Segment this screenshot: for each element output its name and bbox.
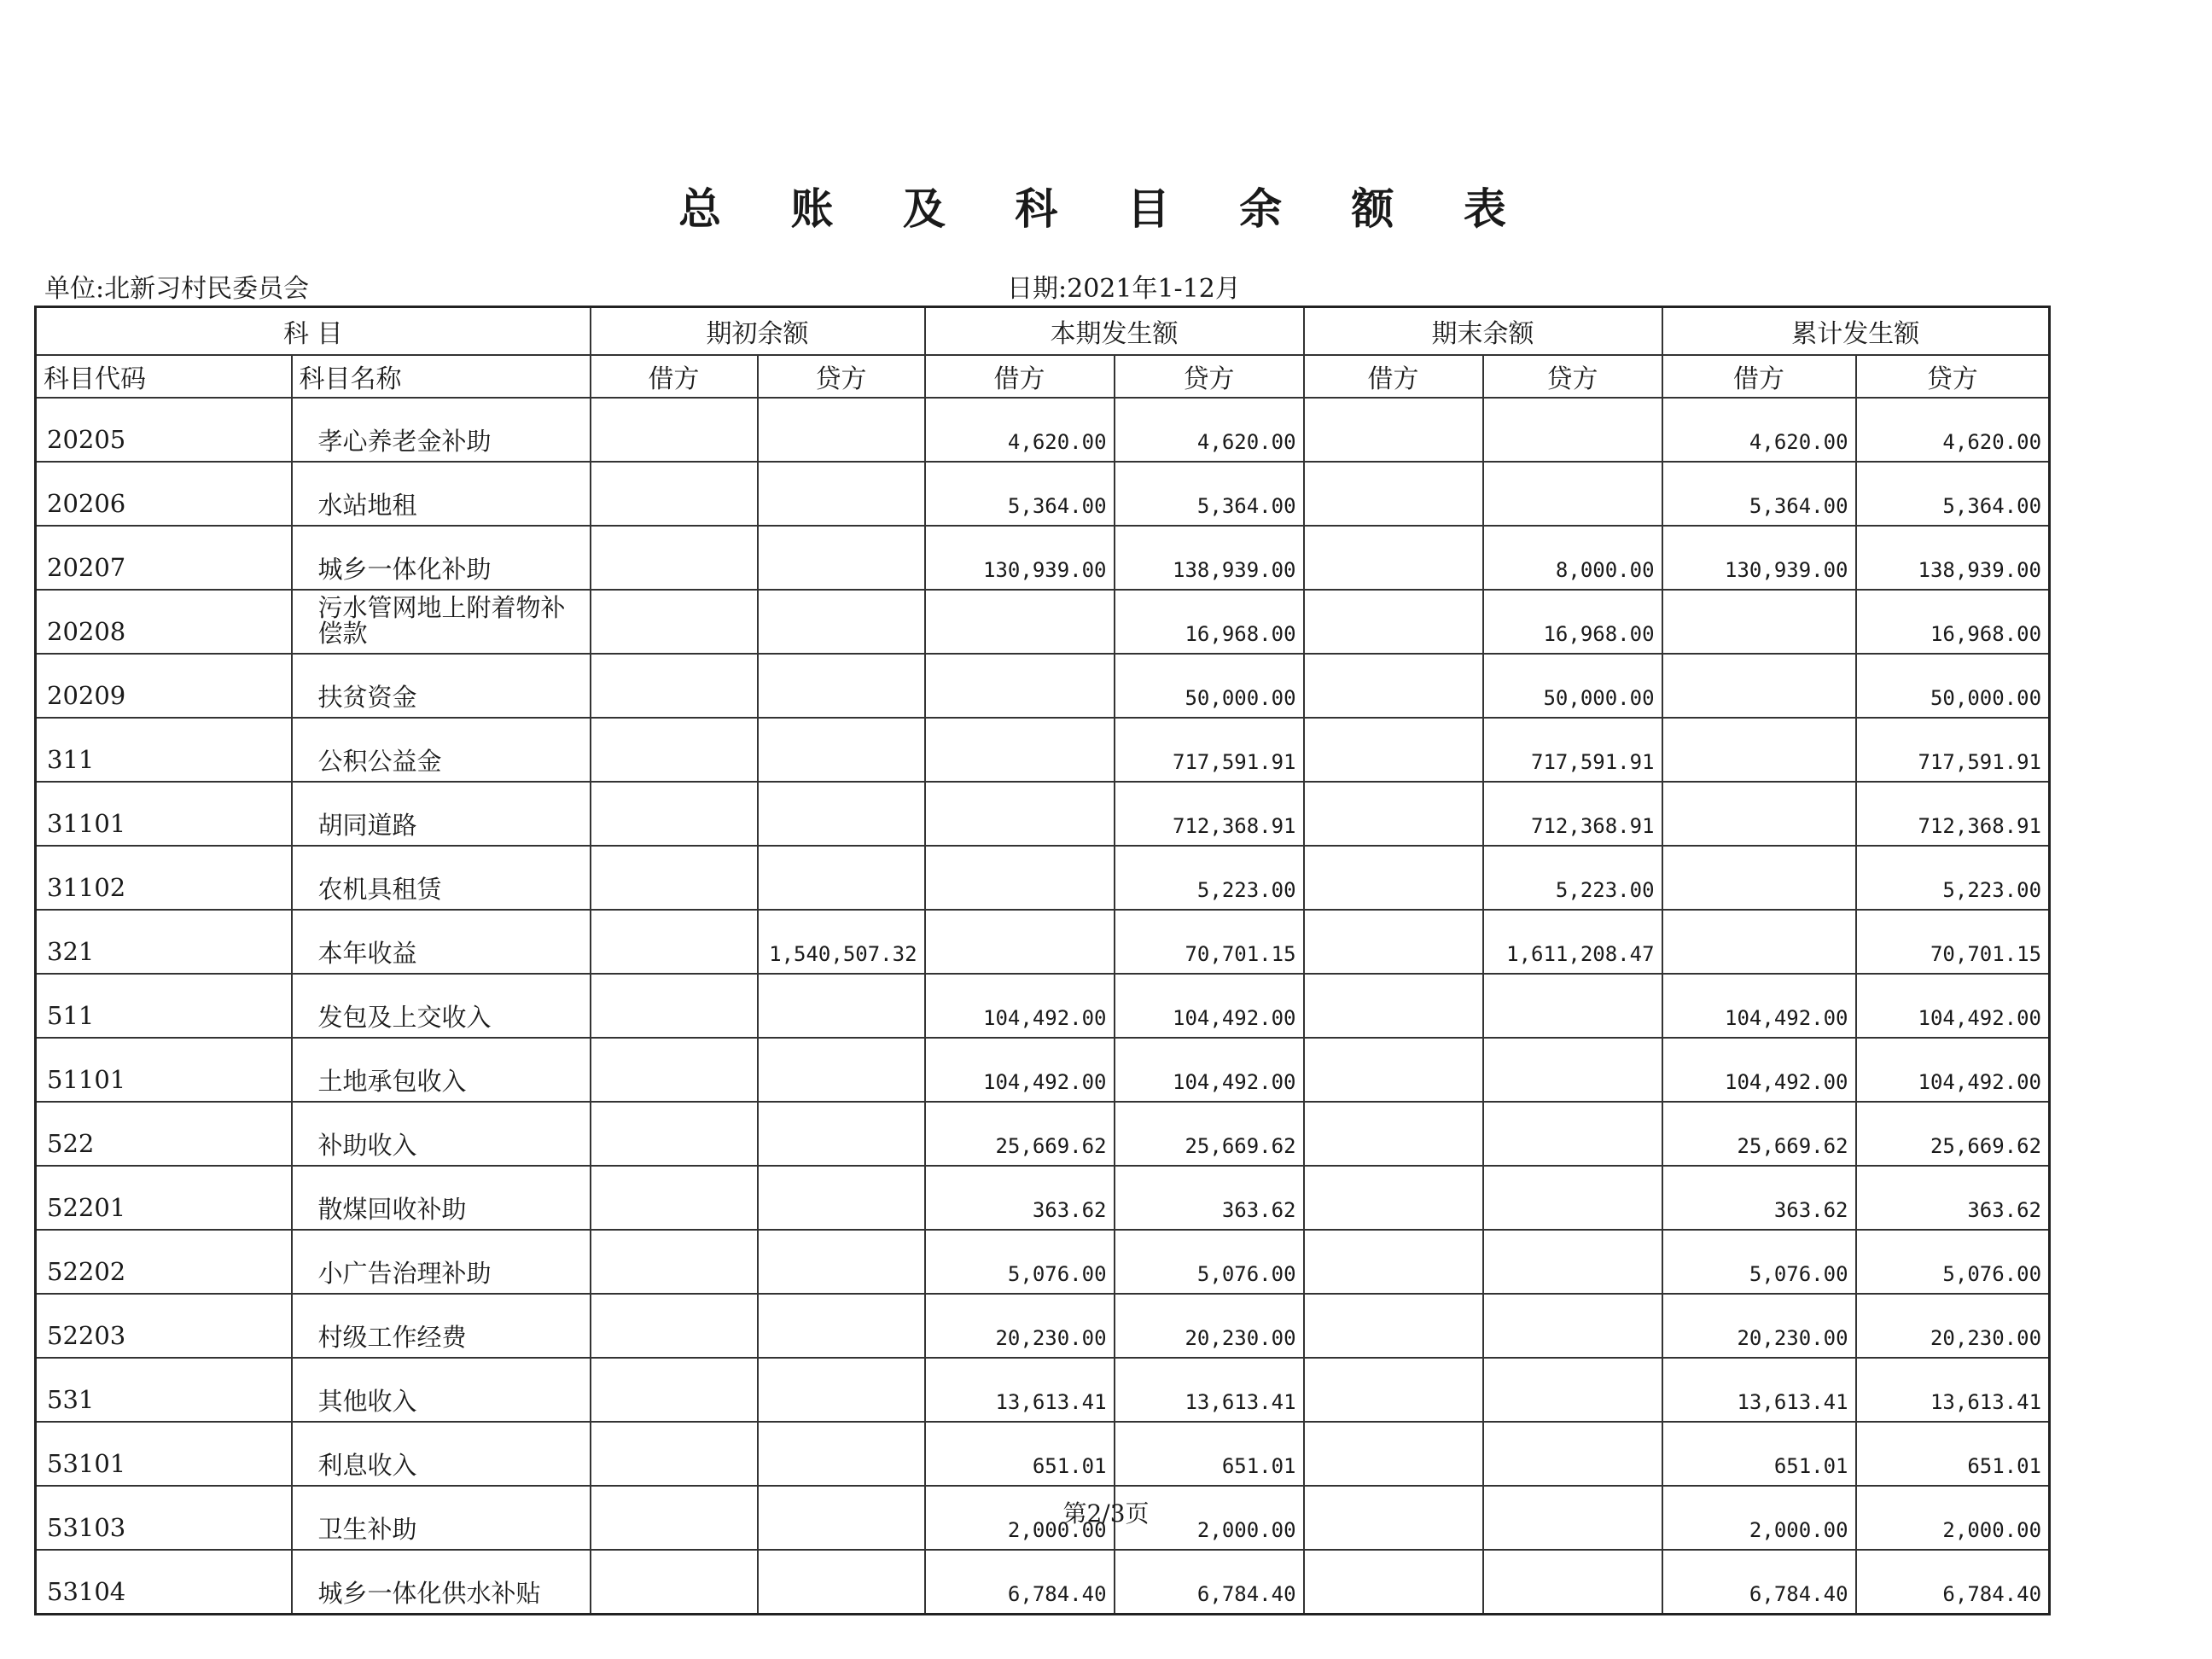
cumulative-debit-cell: 130,939.00	[1662, 526, 1856, 590]
cumulative-debit-cell	[1662, 654, 1856, 718]
cumulative-credit-cell: 717,591.91	[1856, 718, 2050, 782]
ledger-body	[36, 398, 2050, 1615]
account-name-cell: 利息收入	[292, 1422, 591, 1486]
header-opening-debit: 借方	[591, 355, 758, 398]
cumulative-debit-cell	[1662, 910, 1856, 974]
opening-debit-cell	[591, 782, 758, 846]
cumulative-credit-cell: 363.62	[1856, 1166, 2050, 1230]
opening-credit-cell	[758, 1038, 925, 1102]
table-row	[36, 398, 2050, 462]
table-row	[36, 462, 2050, 526]
cumulative-credit-cell: 5,076.00	[1856, 1230, 2050, 1294]
closing-credit-cell	[1483, 974, 1662, 1038]
opening-credit-cell	[758, 1550, 925, 1615]
closing-debit-cell	[1304, 1550, 1483, 1615]
opening-debit-cell	[591, 1166, 758, 1230]
header-subject: 科 目	[36, 307, 591, 356]
opening-debit-cell	[591, 846, 758, 910]
account-code-cell: 52201	[36, 1166, 292, 1230]
account-code-cell: 53103	[36, 1486, 292, 1550]
account-name-cell: 水站地租	[292, 462, 591, 526]
opening-credit-cell	[758, 590, 925, 654]
cumulative-debit-cell: 20,230.00	[1662, 1294, 1856, 1358]
opening-credit-cell	[758, 718, 925, 782]
cumulative-debit-cell: 4,620.00	[1662, 398, 1856, 462]
closing-debit-cell	[1304, 846, 1483, 910]
current-credit-cell: 70,701.15	[1115, 910, 1304, 974]
closing-credit-cell: 5,223.00	[1483, 846, 1662, 910]
table-row	[36, 782, 2050, 846]
table-row	[36, 526, 2050, 590]
cumulative-debit-cell	[1662, 590, 1856, 654]
cumulative-credit-cell: 104,492.00	[1856, 1038, 2050, 1102]
opening-credit-cell	[758, 1294, 925, 1358]
account-name-cell: 其他收入	[292, 1358, 591, 1422]
opening-debit-cell	[591, 718, 758, 782]
closing-credit-cell	[1483, 1166, 1662, 1230]
table-row	[36, 590, 2050, 654]
header-opening-balance: 期初余额	[591, 307, 925, 356]
account-code-cell: 52202	[36, 1230, 292, 1294]
account-name-cell: 胡同道路	[292, 782, 591, 846]
table-row	[36, 718, 2050, 782]
closing-debit-cell	[1304, 1358, 1483, 1422]
current-credit-cell: 104,492.00	[1115, 1038, 1304, 1102]
closing-debit-cell	[1304, 1230, 1483, 1294]
account-name-cell: 孝心养老金补助	[292, 398, 591, 462]
cumulative-credit-cell: 5,223.00	[1856, 846, 2050, 910]
current-credit-cell: 2,000.00	[1115, 1486, 1304, 1550]
cumulative-credit-cell: 4,620.00	[1856, 398, 2050, 462]
cumulative-credit-cell: 138,939.00	[1856, 526, 2050, 590]
page-number: 第2/3页	[1062, 1499, 1150, 1528]
opening-debit-cell	[591, 398, 758, 462]
current-credit-cell: 4,620.00	[1115, 398, 1304, 462]
account-code-cell: 511	[36, 974, 292, 1038]
account-code-cell: 31101	[36, 782, 292, 846]
account-code-cell: 52203	[36, 1294, 292, 1358]
header-closing-credit: 贷方	[1483, 355, 1662, 398]
account-name-cell: 本年收益	[292, 910, 591, 974]
closing-debit-cell	[1304, 718, 1483, 782]
cumulative-credit-cell: 104,492.00	[1856, 974, 2050, 1038]
closing-credit-cell	[1483, 1550, 1662, 1615]
account-code-cell: 51101	[36, 1038, 292, 1102]
table-row	[36, 1166, 2050, 1230]
closing-debit-cell	[1304, 1166, 1483, 1230]
account-code-cell: 31102	[36, 846, 292, 910]
account-code-cell: 20208	[36, 590, 292, 654]
date-label: 日期:2021年1-12月	[1007, 274, 1241, 304]
cumulative-credit-cell: 13,613.41	[1856, 1358, 2050, 1422]
closing-credit-cell	[1483, 1230, 1662, 1294]
opening-credit-cell	[758, 398, 925, 462]
table-row	[36, 1422, 2050, 1486]
account-name-cell: 农机具租赁	[292, 846, 591, 910]
current-debit-cell: 2,000.00	[925, 1486, 1115, 1550]
opening-debit-cell	[591, 462, 758, 526]
current-debit-cell: 20,230.00	[925, 1294, 1115, 1358]
current-debit-cell: 651.01	[925, 1422, 1115, 1486]
account-name-cell: 扶贫资金	[292, 654, 591, 718]
account-code-cell: 20207	[36, 526, 292, 590]
closing-debit-cell	[1304, 462, 1483, 526]
cumulative-debit-cell	[1662, 846, 1856, 910]
opening-debit-cell	[591, 1358, 758, 1422]
account-code-cell: 20209	[36, 654, 292, 718]
account-name-cell: 散煤回收补助	[292, 1166, 591, 1230]
opening-credit-cell	[758, 526, 925, 590]
cumulative-credit-cell: 6,784.40	[1856, 1550, 2050, 1615]
opening-debit-cell	[591, 590, 758, 654]
cumulative-debit-cell: 25,669.62	[1662, 1102, 1856, 1166]
closing-debit-cell	[1304, 1102, 1483, 1166]
opening-credit-cell	[758, 782, 925, 846]
current-debit-cell: 130,939.00	[925, 526, 1115, 590]
cumulative-credit-cell: 651.01	[1856, 1422, 2050, 1486]
account-name-cell: 补助收入	[292, 1102, 591, 1166]
closing-credit-cell	[1483, 398, 1662, 462]
table-row	[36, 654, 2050, 718]
closing-credit-cell: 8,000.00	[1483, 526, 1662, 590]
closing-debit-cell	[1304, 974, 1483, 1038]
closing-credit-cell	[1483, 1102, 1662, 1166]
closing-credit-cell	[1483, 1038, 1662, 1102]
current-debit-cell: 5,076.00	[925, 1230, 1115, 1294]
current-credit-cell: 5,223.00	[1115, 846, 1304, 910]
current-debit-cell: 4,620.00	[925, 398, 1115, 462]
opening-credit-cell	[758, 1166, 925, 1230]
current-credit-cell: 25,669.62	[1115, 1102, 1304, 1166]
table-row	[36, 1358, 2050, 1422]
current-credit-cell: 104,492.00	[1115, 974, 1304, 1038]
header-cumulative-credit: 贷方	[1856, 355, 2050, 398]
current-debit-cell: 104,492.00	[925, 974, 1115, 1038]
cumulative-debit-cell	[1662, 782, 1856, 846]
current-credit-cell: 5,076.00	[1115, 1230, 1304, 1294]
header-name: 科目名称	[292, 355, 591, 398]
current-debit-cell: 5,364.00	[925, 462, 1115, 526]
closing-debit-cell	[1304, 590, 1483, 654]
closing-credit-cell	[1483, 1422, 1662, 1486]
current-debit-cell	[925, 654, 1115, 718]
closing-credit-cell: 1,611,208.47	[1483, 910, 1662, 974]
opening-debit-cell	[591, 1550, 758, 1615]
closing-credit-cell	[1483, 462, 1662, 526]
current-credit-cell: 363.62	[1115, 1166, 1304, 1230]
account-name-cell: 发包及上交收入	[292, 974, 591, 1038]
header-current-credit: 贷方	[1115, 355, 1304, 398]
account-name-cell: 城乡一体化补助	[292, 526, 591, 590]
account-name-cell: 小广告治理补助	[292, 1230, 591, 1294]
cumulative-debit-cell: 104,492.00	[1662, 1038, 1856, 1102]
account-name-cell: 城乡一体化供水补贴	[292, 1550, 591, 1615]
current-debit-cell	[925, 846, 1115, 910]
opening-credit-cell	[758, 1230, 925, 1294]
closing-debit-cell	[1304, 1038, 1483, 1102]
header-current-debit: 借方	[925, 355, 1115, 398]
header-opening-credit: 贷方	[758, 355, 925, 398]
table-row	[36, 910, 2050, 974]
table-row	[36, 1038, 2050, 1102]
closing-credit-cell	[1483, 1294, 1662, 1358]
table-row	[36, 1294, 2050, 1358]
header-code: 科目代码	[36, 355, 292, 398]
opening-credit-cell	[758, 1358, 925, 1422]
opening-credit-cell	[758, 1422, 925, 1486]
cumulative-debit-cell: 5,076.00	[1662, 1230, 1856, 1294]
closing-debit-cell	[1304, 526, 1483, 590]
ledger-table	[34, 306, 2051, 1615]
closing-debit-cell	[1304, 654, 1483, 718]
closing-credit-cell: 712,368.91	[1483, 782, 1662, 846]
current-credit-cell: 5,364.00	[1115, 462, 1304, 526]
cumulative-debit-cell	[1662, 718, 1856, 782]
opening-credit-cell	[758, 462, 925, 526]
header-row-columns	[36, 355, 2050, 398]
table-row	[36, 846, 2050, 910]
current-credit-cell: 13,613.41	[1115, 1358, 1304, 1422]
opening-debit-cell	[591, 1230, 758, 1294]
cumulative-credit-cell: 25,669.62	[1856, 1102, 2050, 1166]
header-closing-debit: 借方	[1304, 355, 1483, 398]
cumulative-credit-cell: 2,000.00	[1856, 1486, 2050, 1550]
cumulative-debit-cell: 651.01	[1662, 1422, 1856, 1486]
cumulative-credit-cell: 712,368.91	[1856, 782, 2050, 846]
closing-credit-cell	[1483, 1358, 1662, 1422]
closing-debit-cell	[1304, 910, 1483, 974]
account-code-cell: 531	[36, 1358, 292, 1422]
opening-debit-cell	[591, 1422, 758, 1486]
closing-debit-cell	[1304, 1422, 1483, 1486]
current-debit-cell: 13,613.41	[925, 1358, 1115, 1422]
opening-debit-cell	[591, 910, 758, 974]
account-code-cell: 53101	[36, 1422, 292, 1486]
current-debit-cell	[925, 782, 1115, 846]
opening-credit-cell	[758, 974, 925, 1038]
header-closing-balance: 期末余额	[1304, 307, 1662, 356]
table-row	[36, 974, 2050, 1038]
closing-credit-cell: 16,968.00	[1483, 590, 1662, 654]
current-credit-cell: 138,939.00	[1115, 526, 1304, 590]
opening-credit-cell	[758, 654, 925, 718]
cumulative-debit-cell: 5,364.00	[1662, 462, 1856, 526]
header-row-groups	[36, 307, 2050, 356]
header-current-amount: 本期发生额	[925, 307, 1304, 356]
opening-debit-cell	[591, 974, 758, 1038]
current-credit-cell: 16,968.00	[1115, 590, 1304, 654]
current-credit-cell: 717,591.91	[1115, 718, 1304, 782]
table-row	[36, 1550, 2050, 1615]
closing-credit-cell: 717,591.91	[1483, 718, 1662, 782]
current-credit-cell: 712,368.91	[1115, 782, 1304, 846]
closing-debit-cell	[1304, 782, 1483, 846]
current-credit-cell: 6,784.40	[1115, 1550, 1304, 1615]
current-debit-cell	[925, 910, 1115, 974]
cumulative-debit-cell: 104,492.00	[1662, 974, 1856, 1038]
account-code-cell: 20206	[36, 462, 292, 526]
cumulative-credit-cell: 20,230.00	[1856, 1294, 2050, 1358]
opening-debit-cell	[591, 1038, 758, 1102]
current-debit-cell: 104,492.00	[925, 1038, 1115, 1102]
current-debit-cell	[925, 590, 1115, 654]
account-name-cell: 公积公益金	[292, 718, 591, 782]
current-credit-cell: 20,230.00	[1115, 1294, 1304, 1358]
account-name-cell: 村级工作经费	[292, 1294, 591, 1358]
cumulative-debit-cell: 13,613.41	[1662, 1358, 1856, 1422]
cumulative-debit-cell: 6,784.40	[1662, 1550, 1856, 1615]
account-name-cell: 卫生补助	[292, 1486, 591, 1550]
opening-debit-cell	[591, 526, 758, 590]
account-code-cell: 311	[36, 718, 292, 782]
closing-debit-cell	[1304, 1294, 1483, 1358]
unit-label: 单位:北新习村民委员会	[44, 274, 310, 304]
account-code-cell: 321	[36, 910, 292, 974]
opening-credit-cell: 1,540,507.32	[758, 910, 925, 974]
current-debit-cell: 363.62	[925, 1166, 1115, 1230]
opening-debit-cell	[591, 1102, 758, 1166]
account-code-cell: 20205	[36, 398, 292, 462]
table-row	[36, 1230, 2050, 1294]
opening-debit-cell	[591, 1294, 758, 1358]
closing-credit-cell: 50,000.00	[1483, 654, 1662, 718]
page-title: 总 账 及 科 目 余 额 表	[678, 183, 1534, 234]
cumulative-credit-cell: 50,000.00	[1856, 654, 2050, 718]
header-cumulative-debit: 借方	[1662, 355, 1856, 398]
account-name-cell: 土地承包收入	[292, 1038, 591, 1102]
current-debit-cell	[925, 718, 1115, 782]
closing-debit-cell	[1304, 398, 1483, 462]
account-code-cell: 522	[36, 1102, 292, 1166]
opening-credit-cell	[758, 846, 925, 910]
header-cumulative-amount: 累计发生额	[1662, 307, 2050, 356]
cumulative-debit-cell: 363.62	[1662, 1166, 1856, 1230]
current-debit-cell: 25,669.62	[925, 1102, 1115, 1166]
cumulative-credit-cell: 5,364.00	[1856, 462, 2050, 526]
current-credit-cell: 50,000.00	[1115, 654, 1304, 718]
cumulative-credit-cell: 16,968.00	[1856, 590, 2050, 654]
table-row	[36, 1102, 2050, 1166]
current-credit-cell: 651.01	[1115, 1422, 1304, 1486]
cumulative-credit-cell: 70,701.15	[1856, 910, 2050, 974]
current-debit-cell: 6,784.40	[925, 1550, 1115, 1615]
account-name-cell: 污水管网地上附着物补偿款	[292, 590, 591, 654]
cumulative-debit-cell: 2,000.00	[1662, 1486, 1856, 1550]
opening-debit-cell	[591, 654, 758, 718]
opening-credit-cell	[758, 1102, 925, 1166]
account-code-cell: 53104	[36, 1550, 292, 1615]
